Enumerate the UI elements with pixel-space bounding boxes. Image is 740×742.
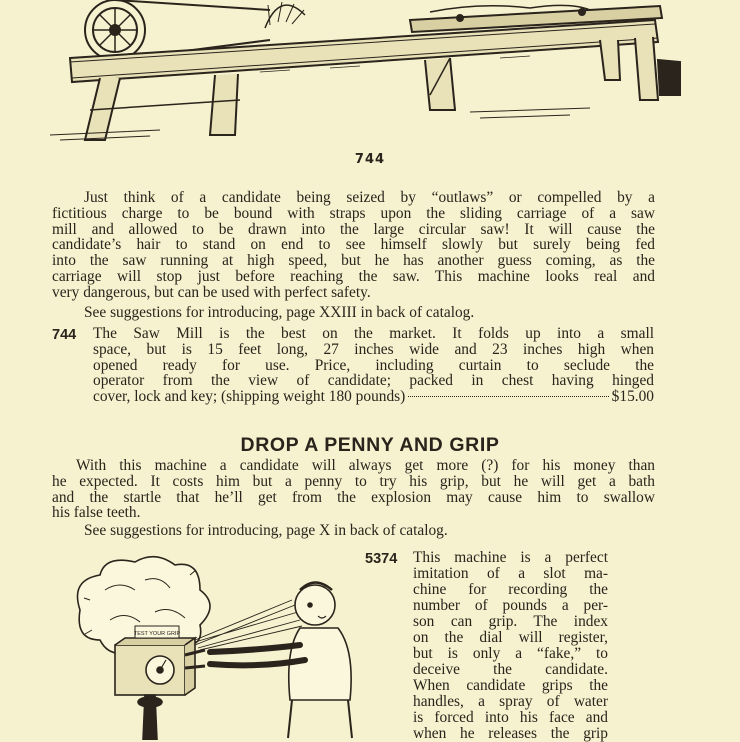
item-5374-line: When candidate grips the (413, 677, 608, 694)
section-line: With this machine a candidate will always get more (?) for his money than (76, 457, 655, 474)
item-744-line: cover, lock and key; (shipping weight 180 pounds) (93, 388, 406, 406)
item-744-line: operator from the view of candidate; packed in chest having hinged (93, 372, 654, 390)
item-744-line: space, but is 15 feet long, 27 inches wide and 23 inches high when (93, 340, 654, 358)
item-5374-line: chine for recording the (413, 581, 608, 598)
item-5374-line: son can grip. The index (413, 613, 608, 630)
item-5374-line: on the dial will register, (413, 629, 608, 646)
intro-line: candidate’s hair to stand on end to see himself slowly but surely being fed (52, 236, 655, 254)
item-number-744: 744 (52, 327, 77, 343)
grip-machine-illustration (60, 550, 360, 740)
intro-line: into the saw running at high speed, but he has another guess coming, as the (52, 252, 655, 270)
leader-dots (408, 396, 608, 397)
intro-paragraph (52, 190, 655, 301)
section-suggestion: See suggestions for introducing, page X in back of catalog. (84, 522, 448, 539)
item-744-description (93, 326, 654, 405)
item-5374-line: imitation of a slot ma- (413, 565, 608, 582)
intro-line: fictitious charge to be bound with straps upon the sliding carriage of a saw (52, 204, 655, 222)
item-5374-line: number of pounds a per- (413, 597, 608, 614)
item-5374-line: is forced into his face and (413, 709, 608, 726)
intro-line: mill and allowed to be drawn into the large circular saw! It will cause the (52, 220, 655, 238)
figure-number: 744 (354, 152, 386, 167)
item-744-price-line (93, 389, 654, 405)
item-744-line: opened ready for use. Price, including curtain to seclude the (93, 356, 654, 374)
saw-mill-illustration (30, 0, 690, 145)
section-line: and the startle that he’ll get from the explosion may cause him to swallow (52, 488, 655, 506)
intro-line: carriage will stop just before reaching the saw. This machine looks real and (52, 267, 655, 285)
item-744-price: $15.00 (611, 388, 654, 406)
intro-line: Just think of a candidate being seized by “outlaws” or compelled by a (84, 189, 655, 206)
item-5374-description (413, 550, 608, 742)
item-5374-line: but is only a “fake,” to (413, 645, 608, 662)
intro-line: very dangerous, but can be used with perfect safety. (52, 283, 371, 301)
section-line: his false teeth. (52, 504, 141, 522)
item-5374-line: when he releases the grip (413, 725, 608, 742)
section-line: he expected. It costs him but a penny to try his grip, but he will get a bath (52, 472, 655, 490)
section-heading: DROP A PENNY AND GRIP (240, 434, 500, 456)
machine-label: TEST YOUR GRIP (133, 631, 181, 637)
intro-suggestion: See suggestions for introducing, page XXIII in back of catalog. (84, 304, 475, 321)
item-5374-line: handles, a spray of water (413, 693, 608, 710)
section-paragraph (52, 458, 655, 521)
item-5374-line: deceive the candidate. (413, 661, 608, 678)
item-number-5374: 5374 (365, 551, 398, 567)
item-744-line: The Saw Mill is the best on the market. It folds up into a small (93, 325, 654, 342)
item-5374-line: This machine is a perfect (413, 549, 608, 566)
